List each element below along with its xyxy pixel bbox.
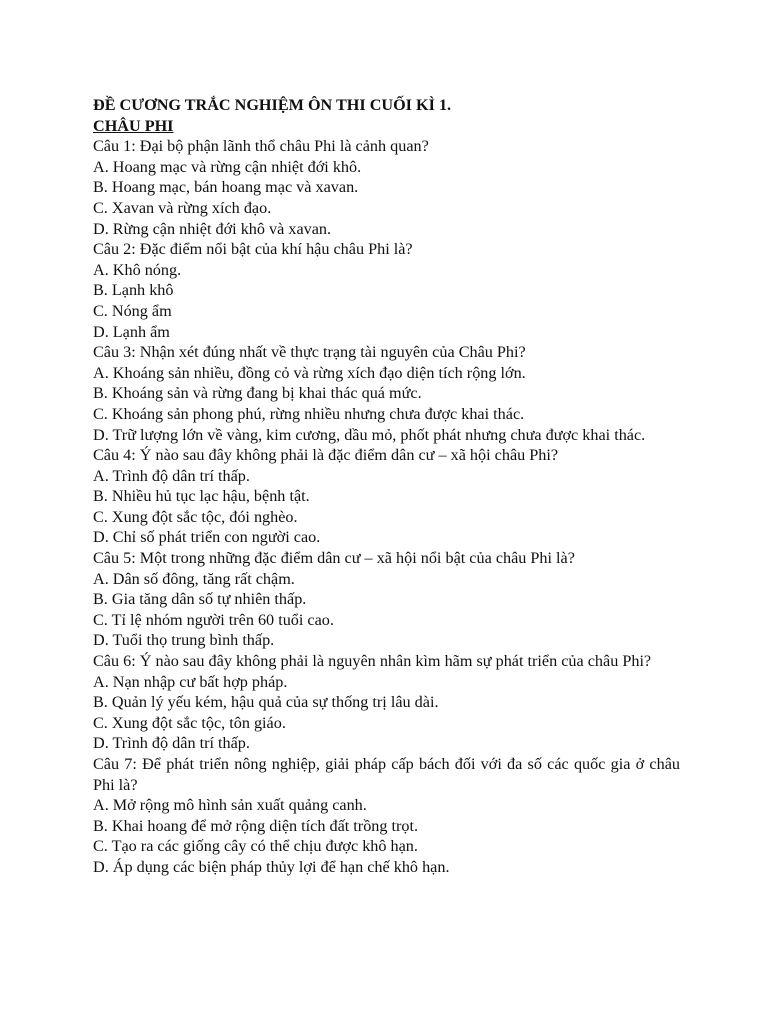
question-block (93, 651, 680, 754)
answer-option: C. Xung đột sắc tộc, tôn giáo. (93, 713, 286, 732)
answer-option: A. Mở rộng mô hình sản xuất quảng canh. (93, 796, 367, 815)
question-block (93, 239, 680, 342)
answer-option: C. Tạo ra các giống cây có thể chịu được khô hạn. (93, 837, 418, 856)
question-block (93, 445, 680, 548)
answer-option: C. Xung đột sắc tộc, đói nghèo. (93, 507, 298, 526)
question-block (93, 754, 680, 878)
answer-option: B. Khai hoang để mở rộng diện tích đất trồng trọt. (93, 816, 419, 835)
question-text: Câu 2: Đặc điểm nổi bật của khí hậu châu Phi là? (93, 240, 413, 259)
question-block (93, 136, 680, 239)
answer-option: B. Gia tăng dân số tự nhiên thấp. (93, 590, 307, 609)
answer-option: B. Quản lý yếu kém, hậu quả của sự thống trị lâu dài. (93, 693, 439, 712)
answer-option: C. Tỉ lệ nhóm người trên 60 tuổi cao. (93, 610, 334, 629)
question-block (93, 548, 680, 651)
document-title: ĐỀ CƯƠNG TRẮC NGHIỆM ÔN THI CUỐI KÌ 1. (93, 96, 452, 114)
answer-option: A. Khoáng sản nhiều, đồng cỏ và rừng xích đạo diện tích rộng lớn. (93, 363, 526, 382)
answer-option: D. Trình độ dân trí thấp. (93, 734, 250, 753)
answer-option: A. Trình độ dân trí thấp. (93, 466, 250, 485)
answer-option: D. Rừng cận nhiệt đới khô và xavan. (93, 219, 332, 238)
answer-option: A. Khô nóng. (93, 260, 182, 279)
question-text: Câu 4: Ý nào sau đây không phải là đặc điểm dân cư – xã hội châu Phi? (93, 446, 559, 465)
question-text: Câu 3: Nhận xét đúng nhất về thực trạng tài nguyên của Châu Phi? (93, 343, 526, 362)
question-text: Câu 6: Ý nào sau đây không phải là nguyên nhân kìm hãm sự phát triển của châu Phi? (93, 652, 652, 671)
question-text: Câu 7: Để phát triển nông nghiệp, giải pháp cấp bách đối với đa số các quốc gia ở châu Phi là? (93, 755, 680, 794)
question-text: Câu 5: Một trong những đặc điểm dân cư – xã hội nổi bật của châu Phi là? (93, 549, 575, 568)
section-heading: CHÂU PHI (93, 116, 174, 135)
answer-option: B. Lạnh khô (93, 281, 174, 300)
answer-option: A. Dân số đông, tăng rất chậm. (93, 569, 295, 588)
answer-option: C. Xavan và rừng xích đạo. (93, 198, 272, 217)
answer-option: A. Nạn nhập cư bất hợp pháp. (93, 672, 288, 691)
answer-option: D. Chỉ số phát triển con người cao. (93, 528, 321, 547)
answer-option: B. Khoáng sản và rừng đang bị khai thác quá mức. (93, 384, 422, 403)
answer-option: D. Trữ lượng lớn về vàng, kim cương, dầu mỏ, phốt phát nhưng chưa được khai thác. (93, 425, 646, 444)
answer-option: C. Khoáng sản phong phú, rừng nhiều nhưng chưa được khai thác. (93, 404, 525, 423)
answer-option: A. Hoang mạc và rừng cận nhiệt đới khô. (93, 157, 362, 176)
answer-option: D. Tuổi thọ trung bình thấp. (93, 631, 275, 650)
answer-option: D. Áp dụng các biện pháp thủy lợi để hạn chế khô hạn. (93, 857, 450, 876)
answer-option: B. Nhiều hủ tục lạc hậu, bệnh tật. (93, 487, 310, 506)
answer-option: C. Nóng ẩm (93, 301, 172, 320)
document-page (93, 95, 680, 878)
question-text: Câu 1: Đại bộ phận lãnh thổ châu Phi là cảnh quan? (93, 137, 429, 156)
answer-option: D. Lạnh ẩm (93, 322, 170, 341)
answer-option: B. Hoang mạc, bán hoang mạc và xavan. (93, 178, 359, 197)
question-block (93, 342, 680, 445)
